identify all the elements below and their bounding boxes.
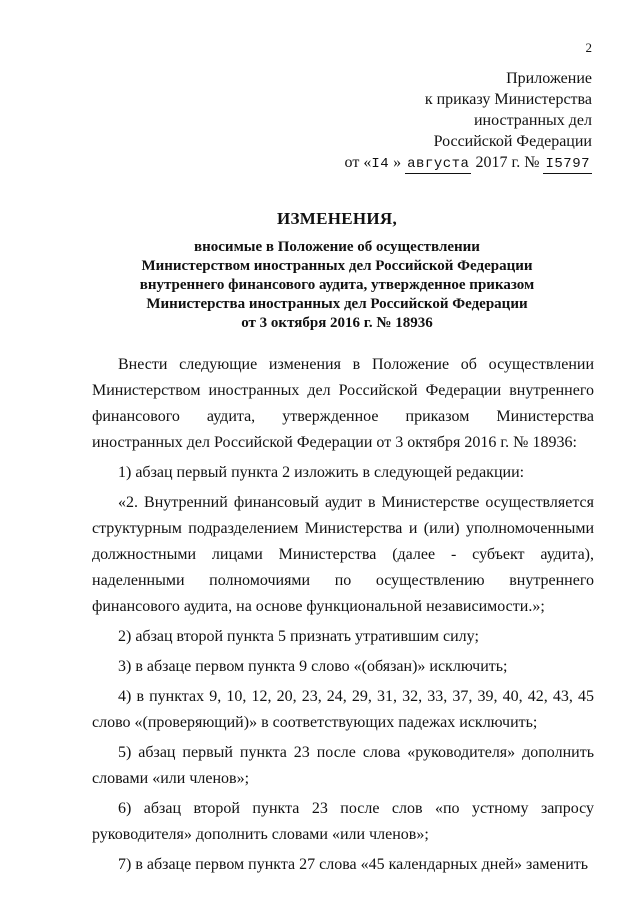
appendix-line-2: к приказу Министерства: [424, 91, 592, 108]
order-number: I5797: [545, 156, 590, 172]
body-paragraph-item-7: 7) в абзаце первом пункта 27 слова «45 календарных дней» заменить: [118, 856, 589, 873]
document-body: [92, 352, 594, 882]
page-number: 2: [585, 40, 592, 55]
order-year: 2017 г. №: [471, 154, 544, 171]
appendix-line-1: Приложение: [506, 70, 592, 87]
heading-title: ИЗМЕНЕНИЯ,: [276, 209, 398, 228]
order-mid: »: [389, 154, 406, 171]
heading-subtitle-line-5: от 3 октября 2016 г. № 18936: [241, 315, 433, 331]
heading-subtitle-line-4: Министерства иностранных дел Российской Федерации: [146, 296, 528, 312]
body-paragraph-item-5: 5) абзац первый пункта 23 после слова «руководителя» дополнить словами «или членов»;: [92, 744, 594, 787]
appendix-line-4: Российской Федерации: [433, 133, 592, 150]
order-day: I4: [371, 156, 390, 172]
body-paragraph-item-6: 6) абзац второй пункта 23 после слов «по устному запросу руководителя» дополнить словами «или членов»;: [92, 800, 594, 843]
appendix-block: [345, 68, 592, 175]
body-paragraph-intro: Внести следующие изменения в Положение об осуществлении Министерством иностранных дел Российской Федерации внутреннего финансового аудита, утвержденное приказом Министерства иностранных дел Российской Федерации от 3 октября 2016 г. № 18936:: [92, 356, 594, 451]
order-prefix: от «: [344, 154, 372, 171]
order-month: августа: [407, 156, 470, 172]
body-paragraph-item-4: 4) в пунктах 9, 10, 12, 20, 23, 24, 29, 31, 32, 33, 37, 39, 40, 42, 43, 45 слово «(проверяющий)» в соответствующих падежах исключить;: [92, 688, 594, 731]
heading-subtitle-line-1: вносимые в Положение об осуществлении: [194, 239, 480, 255]
body-paragraph-quote: «2. Внутренний финансовый аудит в Министерстве осуществляется структурным подразделением Министерства и (или) уполномоченными должностными лицами Министерства (далее - субъект аудита), наделенными полномочиями по осуществлению внутреннего финансового аудита, на основе функциональной независимости.»;: [92, 494, 594, 615]
appendix-line-3: иностранных дел: [473, 112, 592, 129]
heading-subtitle-line-2: Министерством иностранных дел Российской Федерации: [141, 258, 533, 274]
body-paragraph-item-1: 1) абзац первый пункта 2 изложить в следующей редакции:: [118, 464, 525, 481]
body-paragraph-item-2: 2) абзац второй пункта 5 признать утратившим силу;: [118, 628, 479, 645]
heading-subtitle-line-3: внутреннего финансового аудита, утвержденное приказом: [139, 277, 535, 293]
body-paragraph-item-3: 3) в абзаце первом пункта 9 слово «(обязан)» исключить;: [118, 658, 508, 675]
order-line: [345, 152, 592, 175]
document-heading: [80, 208, 594, 333]
